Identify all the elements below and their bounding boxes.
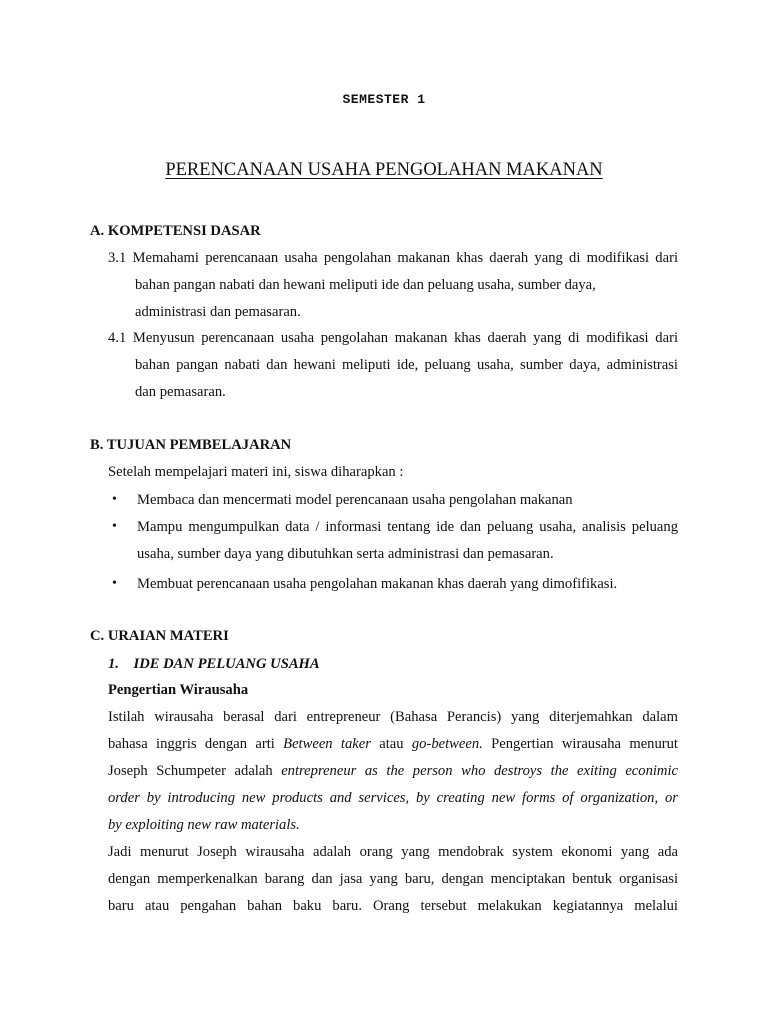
bullet-icon: • (112, 576, 117, 591)
section-a-heading: A. KOMPETENSI DASAR (90, 223, 261, 239)
bullet-icon: • (112, 519, 117, 534)
para1-line2: bahasa inggris dengan arti Between taker atau go-between. Pengertian wirausaha menurut (108, 736, 678, 752)
sub-heading-ide-peluang: 1. IDE DAN PELUANG USAHA (108, 656, 320, 672)
tujuan-item-2-line2: usaha, sumber daya yang dibutuhkan serta administrasi dan pemasaran. (137, 546, 554, 562)
para2-line3: baru atau pengahan bahan baku baru. Orang tersebut melakukan kegiatannya melalui (108, 898, 678, 914)
section-c-heading: C. URAIAN MATERI (90, 628, 229, 644)
para1-line5: by exploiting new raw materials. (108, 817, 300, 833)
para2-line1: Jadi menurut Joseph wirausaha adalah orang yang mendobrak system ekonomi yang ada (108, 844, 678, 860)
para2-line2: dengan memperkenalkan barang dan jasa yang baru, dengan menciptakan bentuk organisasi (108, 871, 678, 887)
kd-3-1-line3: administrasi dan pemasaran. (135, 304, 301, 320)
kd-3-1-line1: 3.1 Memahami perencanaan usaha pengolahan makanan khas daerah yang di modifikasi dari (108, 250, 678, 266)
para1-line3: Joseph Schumpeter adalah entrepreneur as the person who destroys the exiting econimic (108, 763, 678, 779)
kd-3-1-line2: bahan pangan nabati dan hewani meliputi ide dan peluang usaha, sumber daya, (135, 277, 596, 293)
section-b-heading: B. TUJUAN PEMBELAJARAN (90, 437, 292, 453)
kd-4-1-line3: dan pemasaran. (135, 384, 226, 400)
kd-4-1-line2: bahan pangan nabati dan hewani meliputi ide, peluang usaha, sumber daya, administrasi (135, 357, 678, 373)
para1-line4: order by introducing new products and services, by creating new forms of organization, or (108, 790, 678, 806)
tujuan-item-3: Membuat perencanaan usaha pengolahan makanan khas daerah yang dimofifikasi. (137, 576, 618, 592)
tujuan-intro: Setelah mempelajari materi ini, siswa diharapkan : (108, 464, 404, 480)
tujuan-item-2-line1: Mampu mengumpulkan data / informasi tentang ide dan peluang usaha, analisis peluang (137, 519, 678, 535)
document-title: PERENCANAAN USAHA PENGOLAHAN MAKANAN (165, 160, 603, 180)
pengertian-wirausaha-heading: Pengertian Wirausaha (108, 682, 249, 698)
kd-4-1-line1: 4.1 Menyusun perencanaan usaha pengolahan makanan khas daerah yang di modifikasi dari (108, 330, 678, 346)
semester-label: SEMESTER 1 (342, 92, 426, 107)
para1-line1: Istilah wirausaha berasal dari entrepreneur (Bahasa Perancis) yang diterjemahkan dalam (108, 709, 678, 725)
bullet-icon: • (112, 492, 117, 507)
tujuan-item-1: Membaca dan mencermati model perencanaan usaha pengolahan makanan (137, 492, 573, 508)
